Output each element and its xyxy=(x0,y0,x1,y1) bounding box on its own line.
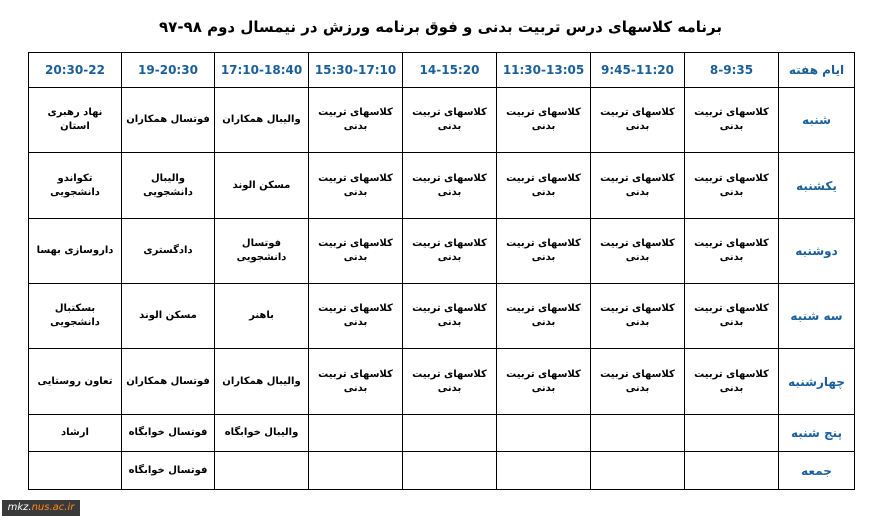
schedule-cell: والیبال خوابگاه xyxy=(215,414,309,452)
slot-header: 20:30-22 xyxy=(29,53,122,88)
slot-header: 14-15:20 xyxy=(403,53,497,88)
day-label: شنبه xyxy=(779,88,855,153)
day-label: یکشنبه xyxy=(779,153,855,218)
schedule-cell xyxy=(591,452,685,490)
schedule-cell: کلاسهای تربیت بدنی xyxy=(403,153,497,218)
schedule-cell: کلاسهای تربیت بدنی xyxy=(497,153,591,218)
schedule-cell: کلاسهای تربیت بدنی xyxy=(685,88,779,153)
schedule-row xyxy=(29,284,855,349)
schedule-cell: باهنر xyxy=(215,284,309,349)
site-watermark xyxy=(2,500,80,516)
schedule-cell: فوتسال همکاران xyxy=(122,88,215,153)
schedule-cell xyxy=(403,452,497,490)
schedule-cell: مسکن الوند xyxy=(122,284,215,349)
schedule-cell: کلاسهای تربیت بدنی xyxy=(309,153,403,218)
schedule-cell xyxy=(215,452,309,490)
schedule-cell xyxy=(29,452,122,490)
schedule-cell xyxy=(685,452,779,490)
schedule-cell: فوتسال خوابگاه xyxy=(122,414,215,452)
schedule-cell: کلاسهای تربیت بدنی xyxy=(497,218,591,283)
schedule-row xyxy=(29,153,855,218)
schedule-cell: کلاسهای تربیت بدنی xyxy=(497,88,591,153)
schedule-cell: کلاسهای تربیت بدنی xyxy=(591,349,685,414)
schedule-cell: بسکتبال دانشجویی xyxy=(29,284,122,349)
schedule-cell: کلاسهای تربیت بدنی xyxy=(403,88,497,153)
schedule-cell: کلاسهای تربیت بدنی xyxy=(685,284,779,349)
schedule-cell: کلاسهای تربیت بدنی xyxy=(497,284,591,349)
schedule-cell: کلاسهای تربیت بدنی xyxy=(403,349,497,414)
schedule-row xyxy=(29,88,855,153)
schedule-cell: فوتسال دانشجویی xyxy=(215,218,309,283)
schedule-cell: مسکن الوند xyxy=(215,153,309,218)
slot-header: 9:45-11:20 xyxy=(591,53,685,88)
schedule-cell: کلاسهای تربیت بدنی xyxy=(309,218,403,283)
schedule-cell: والیبال دانشجویی xyxy=(122,153,215,218)
day-label: چهارشنبه xyxy=(779,349,855,414)
watermark-domain: nus.ac.ir xyxy=(31,502,75,513)
schedule-cell: کلاسهای تربیت بدنی xyxy=(591,284,685,349)
schedule-cell xyxy=(685,414,779,452)
schedule-cell: کلاسهای تربیت بدنی xyxy=(309,88,403,153)
slot-header: 15:30-17:10 xyxy=(309,53,403,88)
schedule-row xyxy=(29,414,855,452)
schedule-cell: والیبال همکاران xyxy=(215,349,309,414)
schedule-row xyxy=(29,452,855,490)
schedule-cell: کلاسهای تربیت بدنی xyxy=(309,284,403,349)
schedule-cell xyxy=(591,414,685,452)
schedule-cell: کلاسهای تربیت بدنی xyxy=(591,218,685,283)
schedule-cell: کلاسهای تربیت بدنی xyxy=(685,349,779,414)
schedule-cell: ارشاد xyxy=(29,414,122,452)
schedule-row xyxy=(29,218,855,283)
day-label: سه شنبه xyxy=(779,284,855,349)
slot-header: 11:30-13:05 xyxy=(497,53,591,88)
slot-header: 19-20:30 xyxy=(122,53,215,88)
schedule-cell: کلاسهای تربیت بدنی xyxy=(591,153,685,218)
schedule-cell: نهاد رهبری استان xyxy=(29,88,122,153)
schedule-cell: کلاسهای تربیت بدنی xyxy=(309,349,403,414)
schedule-cell: فوتسال خوابگاه xyxy=(122,452,215,490)
schedule-cell: تعاون روستایی xyxy=(29,349,122,414)
schedule-cell: فوتسال همکاران xyxy=(122,349,215,414)
schedule-body xyxy=(29,88,855,490)
schedule-cell: تکواندو دانشجویی xyxy=(29,153,122,218)
schedule-row xyxy=(29,349,855,414)
header-row xyxy=(29,53,855,88)
schedule-cell: دادگستری xyxy=(122,218,215,283)
schedule-cell: کلاسهای تربیت بدنی xyxy=(685,153,779,218)
day-column-header: ایام هفته xyxy=(779,53,855,88)
schedule-cell xyxy=(309,452,403,490)
slot-header: 17:10-18:40 xyxy=(215,53,309,88)
schedule-cell xyxy=(497,452,591,490)
day-label: دوشنبه xyxy=(779,218,855,283)
page-title: برنامه کلاسهای درس تربیت بدنی و فوق برنامه ورزش در نیمسال دوم ۹۸-۹۷ xyxy=(159,18,722,36)
day-label: جمعه xyxy=(779,452,855,490)
schedule-cell xyxy=(309,414,403,452)
schedule-cell: کلاسهای تربیت بدنی xyxy=(497,349,591,414)
schedule-cell xyxy=(403,414,497,452)
schedule-cell: والیبال همکاران xyxy=(215,88,309,153)
schedule-cell: داروسازی بهسا xyxy=(29,218,122,283)
watermark-prefix: mkz. xyxy=(7,502,32,513)
schedule-cell xyxy=(497,414,591,452)
slot-header: 8-9:35 xyxy=(685,53,779,88)
schedule-table xyxy=(28,52,855,490)
schedule-cell: کلاسهای تربیت بدنی xyxy=(403,284,497,349)
schedule-cell: کلاسهای تربیت بدنی xyxy=(685,218,779,283)
day-label: پنج شنبه xyxy=(779,414,855,452)
schedule-cell: کلاسهای تربیت بدنی xyxy=(591,88,685,153)
schedule-cell: کلاسهای تربیت بدنی xyxy=(403,218,497,283)
